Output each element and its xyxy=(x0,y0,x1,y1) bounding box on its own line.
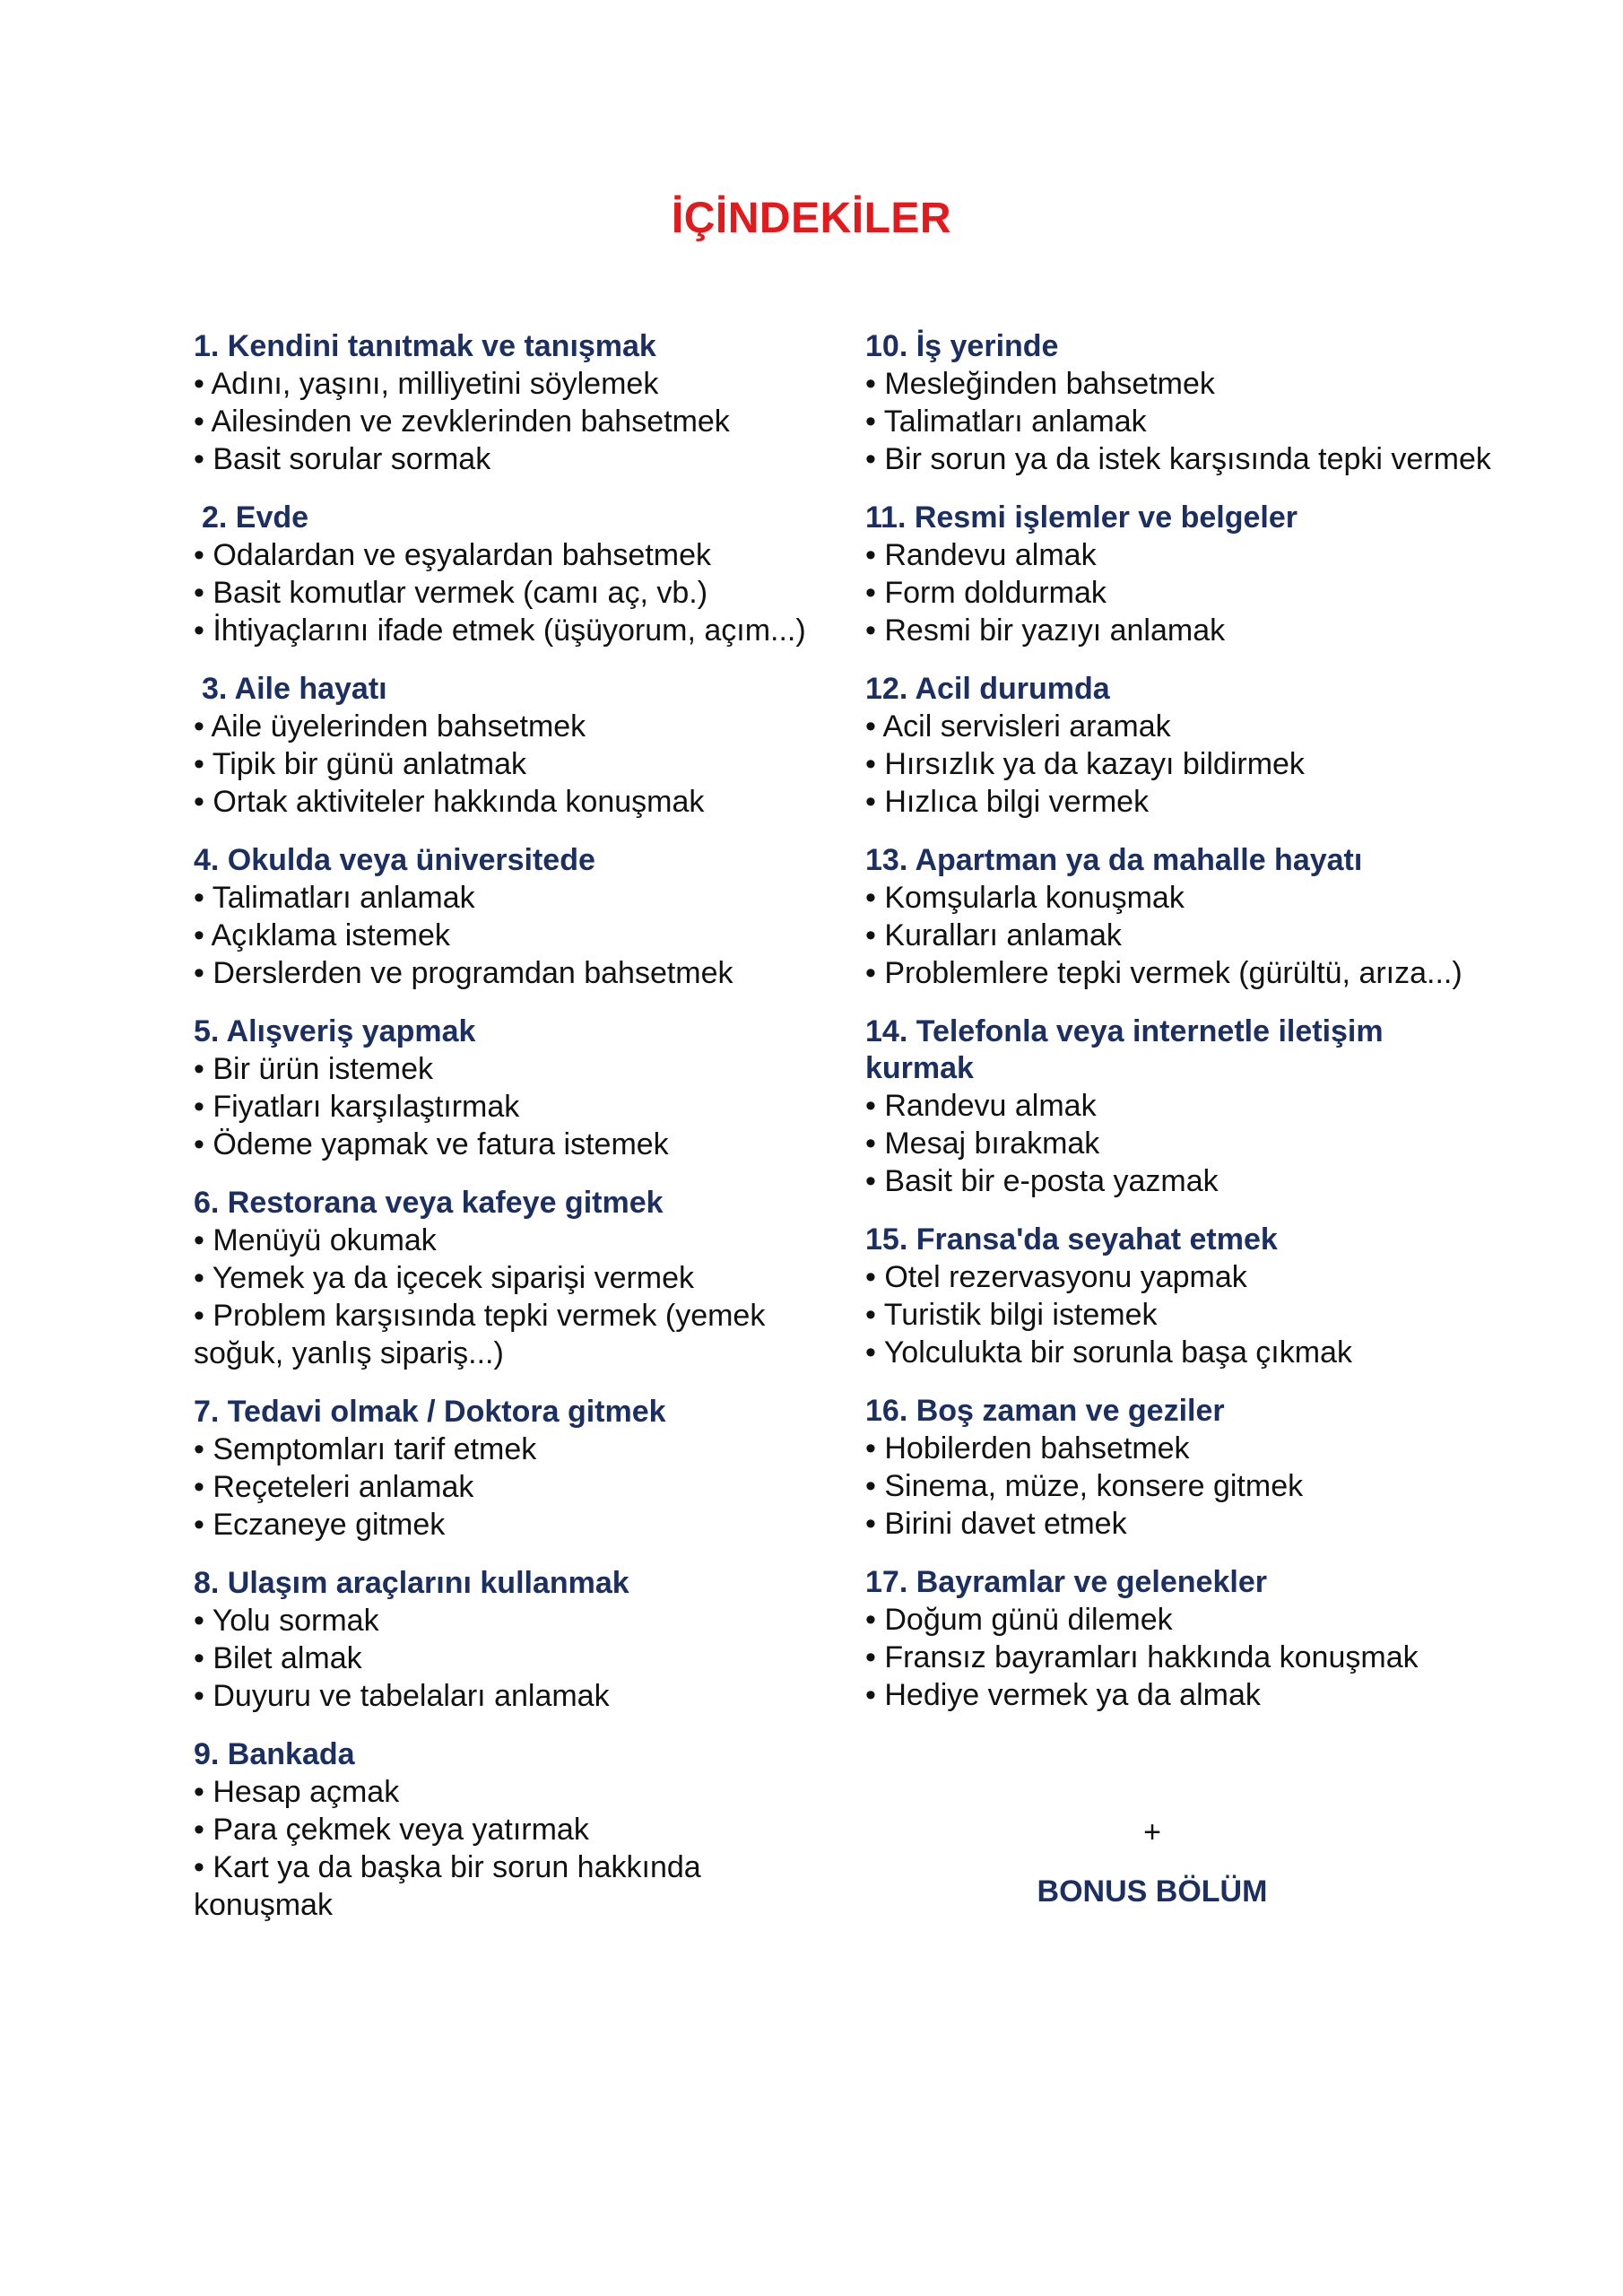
toc-item: • Reçeteleri anlamak xyxy=(194,1470,474,1504)
toc-section xyxy=(865,328,1493,478)
section-heading: 14. Telefonla veya internetle iletişim kurmak xyxy=(865,1014,1384,1085)
toc-item: • Randevu almak xyxy=(865,538,1097,572)
section-heading: 3. Aile hayatı xyxy=(202,672,387,706)
toc-item: • Ödeme yapmak ve fatura istemek xyxy=(194,1127,669,1161)
toc-section xyxy=(865,1222,1493,1371)
toc-item: • Mesleğinden bahsetmek xyxy=(865,367,1215,401)
section-heading: 5. Alışveriş yapmak xyxy=(194,1014,476,1048)
toc-section xyxy=(194,671,821,821)
section-heading: 6. Restorana veya kafeye gitmek xyxy=(194,1186,664,1220)
bonus-section-title: BONUS BÖLÜM xyxy=(1037,1874,1268,1909)
toc-item: • Talimatları anlamak xyxy=(865,404,1147,439)
section-heading: 7. Tedavi olmak / Doktora gitmek xyxy=(194,1395,666,1429)
toc-section xyxy=(865,1564,1493,1714)
toc-item: • Fiyatları karşılaştırmak xyxy=(194,1090,520,1124)
toc-item: • Bilet almak xyxy=(194,1641,362,1675)
toc-item: • Ortak aktiviteler hakkında konuşmak xyxy=(194,785,705,819)
toc-section xyxy=(865,500,1493,649)
section-heading: 9. Bankada xyxy=(194,1737,355,1771)
toc-section xyxy=(194,1185,821,1372)
toc-item: • Sinema, müze, konsere gitmek xyxy=(865,1469,1304,1503)
toc-item: • Ailesinden ve zevklerinden bahsetmek xyxy=(194,404,730,439)
toc-item: • Acil servisleri aramak xyxy=(865,709,1171,744)
toc-item: • Odalardan ve eşyalardan bahsetmek xyxy=(194,538,712,572)
toc-item: • Talimatları anlamak xyxy=(194,881,475,915)
toc-item: • Bir sorun ya da istek karşısında tepki vermek xyxy=(865,442,1491,476)
toc-item: • Derslerden ve programdan bahsetmek xyxy=(194,956,733,990)
toc-section xyxy=(194,1013,821,1163)
section-heading: 15. Fransa'da seyahat etmek xyxy=(865,1222,1278,1257)
toc-item: • Duyuru ve tabelaları anlamak xyxy=(194,1679,610,1713)
toc-item: • Kart ya da başka bir sorun hakkında konuşmak xyxy=(194,1850,701,1922)
toc-item: • Adını, yaşını, milliyetini söylemek xyxy=(194,367,659,401)
page-title: İÇİNDEKİLER xyxy=(671,195,952,242)
section-heading: 17. Bayramlar ve gelenekler xyxy=(865,1565,1267,1599)
toc-item: • Eczaneye gitmek xyxy=(194,1508,446,1542)
toc-item: • Birini davet etmek xyxy=(865,1507,1127,1541)
toc-item: • Yemek ya da içecek siparişi vermek xyxy=(194,1261,695,1295)
toc-item: • Bir ürün istemek xyxy=(194,1052,433,1086)
toc-item: • Yolu sormak xyxy=(194,1604,379,1638)
toc-item: • Basit bir e-posta yazmak xyxy=(865,1164,1219,1198)
toc-item: • Hediye vermek ya da almak xyxy=(865,1678,1261,1712)
toc-item: • Basit sorular sormak xyxy=(194,442,491,476)
toc-left-column xyxy=(194,328,821,1945)
toc-section xyxy=(194,1565,821,1715)
toc-item: • Otel rezervasyonu yapmak xyxy=(865,1260,1247,1294)
toc-section xyxy=(194,500,821,649)
toc-section xyxy=(194,328,821,478)
section-heading: 16. Boş zaman ve geziler xyxy=(865,1394,1225,1428)
toc-item: • Hızlıca bilgi vermek xyxy=(865,785,1150,819)
toc-item: • Mesaj bırakmak xyxy=(865,1126,1100,1161)
toc-item: • Form doldurmak xyxy=(865,576,1107,610)
toc-item: • Doğum günü dilemek xyxy=(865,1603,1173,1637)
toc-section xyxy=(865,1013,1493,1200)
toc-item: • Fransız bayramları hakkında konuşmak xyxy=(865,1640,1419,1674)
section-heading: 1. Kendini tanıtmak ve tanışmak xyxy=(194,329,656,363)
section-heading: 11. Resmi işlemler ve belgeler xyxy=(865,500,1298,535)
toc-item: • Problemlere tepki vermek (gürültü, arıza...) xyxy=(865,956,1462,990)
toc-section xyxy=(194,1736,821,1924)
toc-item: • Problem karşısında tepki vermek (yemek soğuk, yanlış sipariş...) xyxy=(194,1299,766,1370)
toc-section xyxy=(865,671,1493,821)
toc-section xyxy=(865,842,1493,992)
section-heading: 2. Evde xyxy=(202,500,309,535)
toc-section xyxy=(194,842,821,992)
toc-item: • Turistik bilgi istemek xyxy=(865,1298,1158,1332)
toc-item: • Hırsızlık ya da kazayı bildirmek xyxy=(865,747,1305,781)
toc-item: • Açıklama istemek xyxy=(194,918,450,952)
toc-item: • Kuralları anlamak xyxy=(865,918,1122,952)
toc-item: • Komşularla konuşmak xyxy=(865,881,1185,915)
toc-item: • Menüyü okumak xyxy=(194,1223,437,1257)
toc-item: • Semptomları tarif etmek xyxy=(194,1432,537,1466)
section-heading: 13. Apartman ya da mahalle hayatı xyxy=(865,843,1363,877)
section-heading: 10. İş yerinde xyxy=(865,329,1059,363)
toc-item: • Hesap açmak xyxy=(194,1775,400,1809)
toc-item: • Tipik bir günü anlatmak xyxy=(194,747,526,781)
toc-item: • Yolculukta bir sorunla başa çıkmak xyxy=(865,1335,1352,1370)
toc-item: • Randevu almak xyxy=(865,1089,1097,1123)
toc-item: • Aile üyelerinden bahsetmek xyxy=(194,709,586,744)
section-heading: 4. Okulda veya üniversitede xyxy=(194,843,595,877)
toc-item: • Para çekmek veya yatırmak xyxy=(194,1813,589,1847)
toc-item: • Hobilerden bahsetmek xyxy=(865,1431,1190,1465)
toc-item: • İhtiyaçlarını ifade etmek (üşüyorum, açım...) xyxy=(194,613,806,648)
section-heading: 12. Acil durumda xyxy=(865,672,1110,706)
toc-item: • Basit komutlar vermek (camı aç, vb.) xyxy=(194,576,708,610)
toc-right-column xyxy=(865,328,1493,1735)
toc-item: • Resmi bir yazıyı anlamak xyxy=(865,613,1226,648)
plus-sign: + xyxy=(1143,1815,1161,1849)
toc-section xyxy=(865,1393,1493,1543)
section-heading: 8. Ulaşım araçlarını kullanmak xyxy=(194,1566,629,1600)
toc-section xyxy=(194,1394,821,1544)
